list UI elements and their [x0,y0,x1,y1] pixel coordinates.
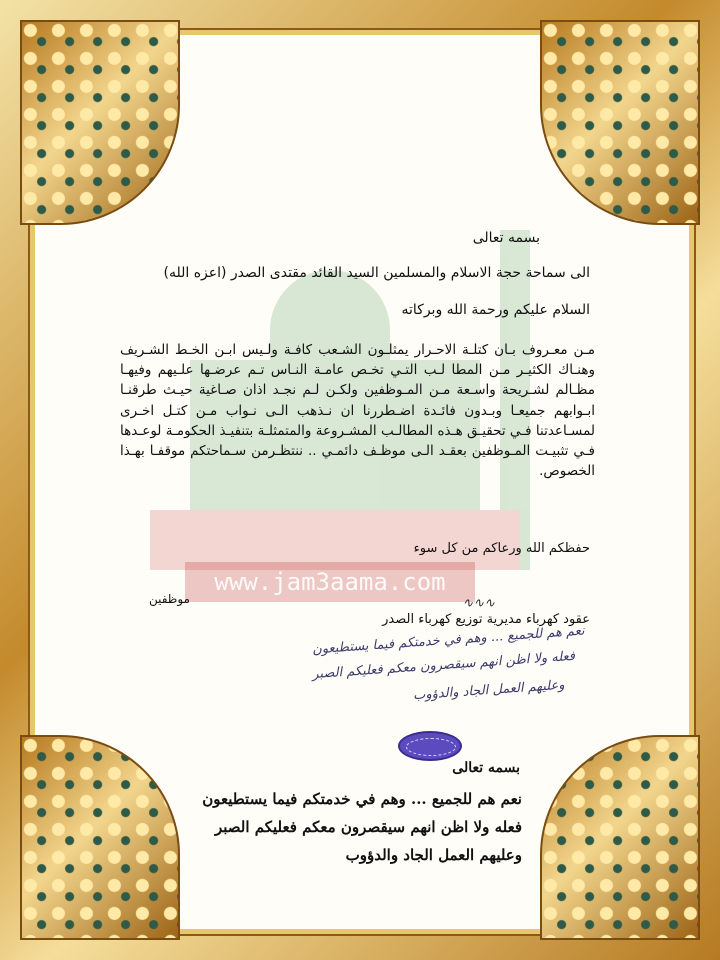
reply-line-3: وعليهم العمل الجاد والدؤوب [345,846,522,864]
handwritten-reply-line-1: نعم هم للجميع ... وهم في خدمتكم فيما يستطيعون [311,623,586,658]
reply-line-1: نعم هم للجميع ... وهم في خدمتكم فيما يستطيعون [202,790,522,808]
signature-label: موظفين [148,592,190,606]
letter-addressee: الى سماحة حجة الاسلام والمسلمين السيد القائد مقتدى الصدر (اعزه الله) [163,265,590,281]
letter-bismillah: بسمه تعالى [472,230,540,246]
letter-body: مـن معـروف بـان كتلـة الاحـرار يمثلـون الشـعب كافـة ولـيس ابـن الخـط الشـريف وهنـاك الكثيـر مـن المطا لـب التـي تخـص عامـة النـاس تـم عرضـها علـيهم وفيهـا مظـالم لشـريحة واسـعة مـن المـوظفين ولكـن لـم نجـد اذان صـاغية حيـث طرقنـا ابـوابهم جميعـا وبـدون فائـدة اضـطررنا ان نـذهب الـى نـواب مـن كتـل اخـرى لمسـاعدتنا فـي تحقيـق هـذه المطالـب المشـروعة والمتمثلـة بتنفيـذ الحكومـة لوعـدها فـي تثبيـت المـوظفين بعقـد الـى موظـف دائمـي .. ننتظـرمن سـماحتكم موقفـا بهـذا الخصوص. [120,342,595,480]
seal-stamp [398,731,462,761]
letter-organization: عقود كهرباء مديرية توزيع كهرباء الصدر [382,612,590,627]
watermark-url: www.jam3aama.com [185,562,475,602]
letter-closing: حفظكم الله ورعاكم من كل سوء [413,541,590,556]
handwritten-reply-line-2: فعله ولا اظن انهم سيقصرون معكم فعليكم الصبر [311,648,576,683]
reply-line-2: فعله ولا اظن انهم سيقصرون معكم فعليكم الصبر [214,818,522,836]
reply-bismillah: بسمه تعالى [452,760,520,776]
handwritten-reply-line-3: وعليهم العمل الجاد والدؤوب [412,677,566,704]
seal-stamp-inner [406,738,456,756]
letter-greeting: السلام عليكم ورحمة الله وبركاته [401,302,590,318]
signature-scribble: ∿∿∿ [462,596,495,611]
